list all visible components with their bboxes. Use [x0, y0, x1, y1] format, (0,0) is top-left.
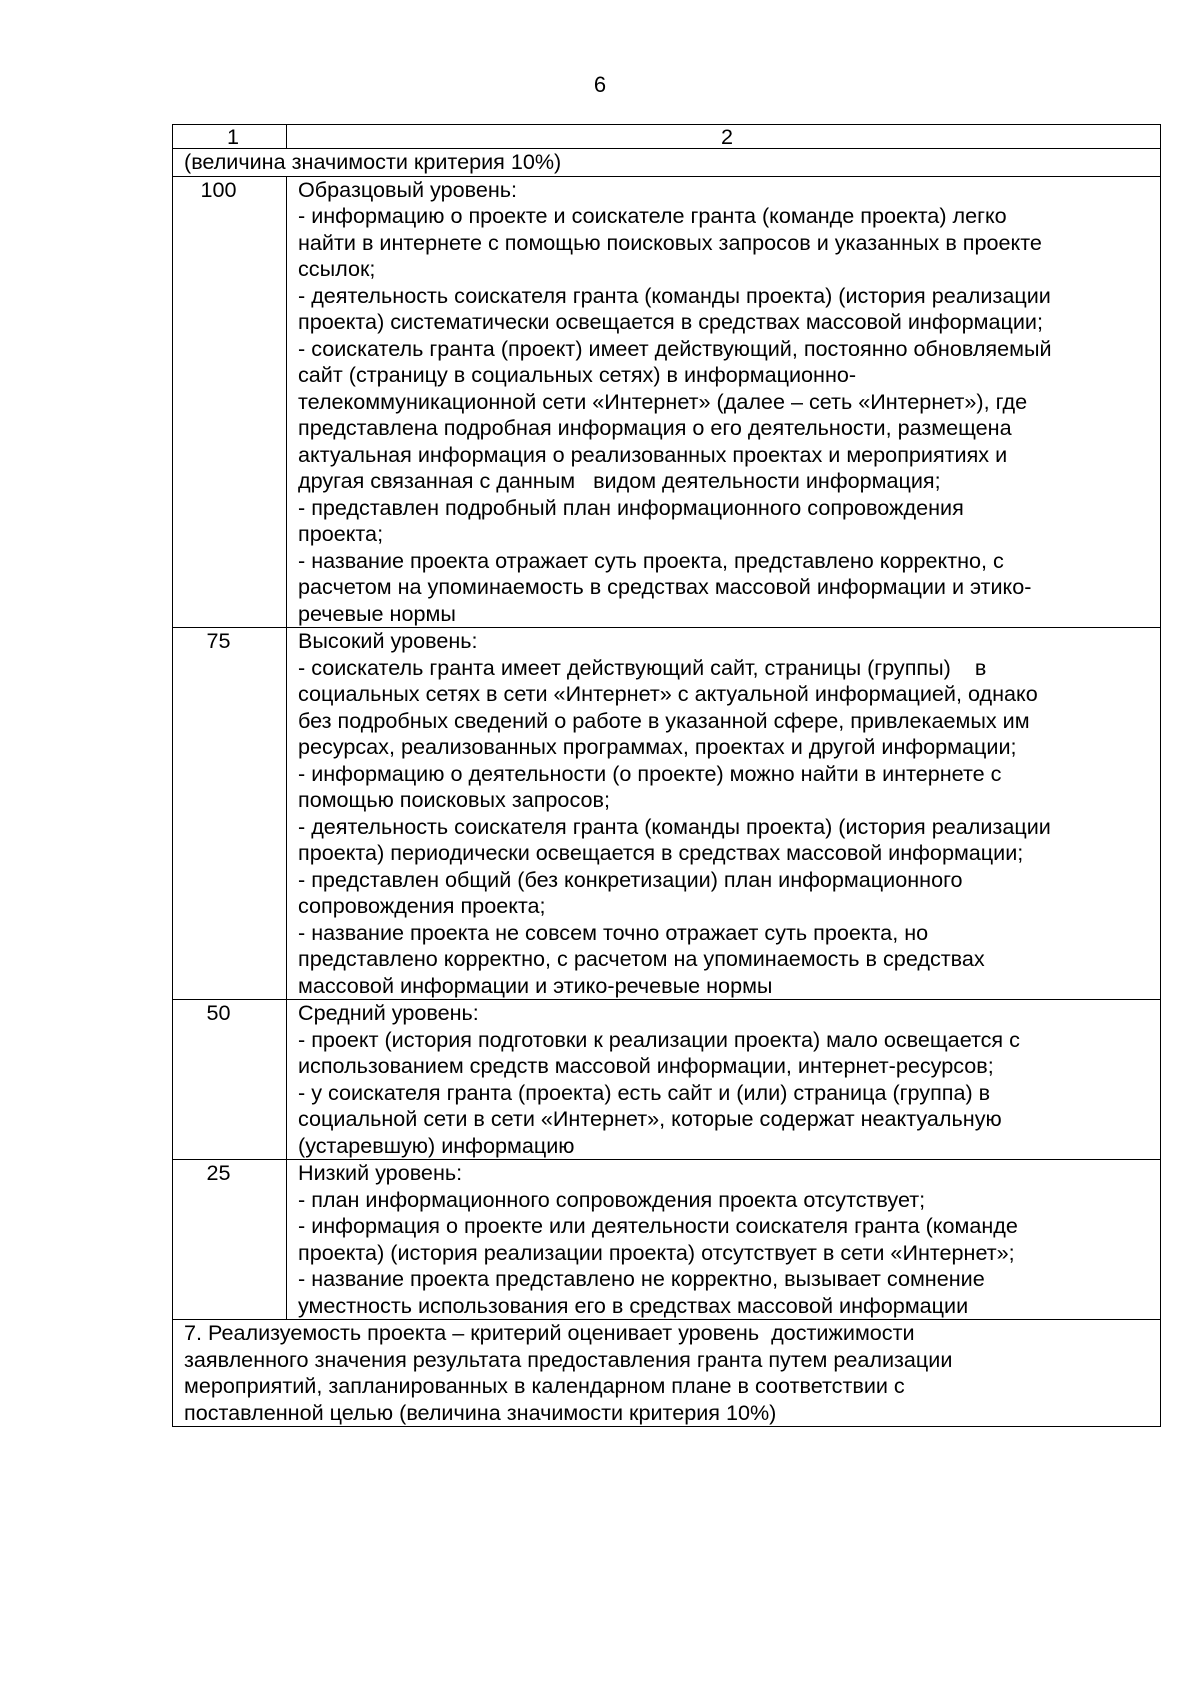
criterion-weight-note: (величина значимости критерия 10%) [173, 149, 1161, 177]
description-line: массовой информации и этико-речевые нормы [298, 972, 773, 998]
description-line: - у соискателя гранта (проекта) есть сайт и (или) страница (группа) в [298, 1079, 991, 1105]
description-line: - деятельность соискателя гранта (команды проекта) (история реализации [298, 282, 1051, 308]
level-description [287, 1000, 1161, 1160]
level-title: Средний уровень: [298, 1000, 479, 1025]
description-line: - название проекта представлено не корректно, вызывает сомнение [298, 1266, 985, 1291]
table-row [173, 1160, 1161, 1320]
description-line: поставленной целью (величина значимости критерия 10%) [184, 1399, 777, 1425]
description-line: уместность использования его в средствах массовой информации [298, 1292, 969, 1318]
level-title: Образцовый уровень: [298, 176, 518, 202]
table-row [173, 628, 1161, 1000]
description-line: расчетом на упоминаемость в средствах массовой информации и этико- [298, 574, 1032, 599]
description-line: социальных сетях в сети «Интернет» с актуальной информацией, однако [298, 681, 1038, 706]
description-line: - информацию о деятельности (о проекте) можно найти в интернете с [298, 760, 1002, 786]
description-line: - название проекта не совсем точно отражает суть проекта, но [298, 919, 929, 945]
description-line: проекта; [298, 521, 384, 546]
description-line: заявленного значения результата предоставления гранта путем реализации [184, 1346, 953, 1372]
description-line: 7. Реализуемость проекта – критерий оценивает уровень достижимости [184, 1320, 915, 1345]
page-number: 6 [593, 72, 607, 97]
column-header-1: 1 [173, 125, 287, 149]
description-line: проекта) периодически освещается в средствах массовой информации; [298, 840, 1024, 865]
description-line: использованием средств массовой информации, интернет-ресурсов; [298, 1053, 994, 1078]
description-line: без подробных сведений о работе в указанной сфере, привлекаемых им [298, 707, 1030, 733]
description-line: найти в интернете с помощью поисковых запросов и указанных в проекте [298, 229, 1042, 255]
table-row [173, 176, 1161, 628]
description-line: телекоммуникационной сети «Интернет» (далее – сеть «Интернет»), где [298, 388, 1028, 414]
next-criterion-description [173, 1320, 1161, 1427]
description-line: - деятельность соискателя гранта (команды проекта) (история реализации [298, 813, 1051, 839]
description-line: - соискатель гранта (проект) имеет действующий, постоянно обновляемый [298, 335, 1052, 361]
score-cell: 100 [173, 176, 287, 628]
description-line: - название проекта отражает суть проекта, представлено корректно, с [298, 547, 1004, 573]
table-header-row [173, 125, 1161, 149]
description-line: социальной сети в сети «Интернет», которые содержат неактуальную [298, 1106, 1002, 1131]
level-title: Высокий уровень: [298, 628, 478, 653]
level-description [287, 628, 1161, 1000]
column-header-2: 2 [287, 125, 1161, 149]
description-line: сайт (страницу в социальных сетях) в информационно- [298, 362, 857, 387]
description-line: - соискатель гранта имеет действующий сайт, страницы (группы) в [298, 654, 987, 680]
description-line: - план информационного сопровождения проекта отсутствует; [298, 1186, 926, 1212]
description-line: - представлен общий (без конкретизации) план информационного [298, 866, 963, 892]
description-line: актуальная информация о реализованных проектах и мероприятиях и [298, 441, 1008, 467]
description-line: представлена подробная информация о его деятельности, размещена [298, 415, 1012, 440]
score-cell: 25 [173, 1160, 287, 1320]
description-line: ресурсах, реализованных программах, проектах и другой информации; [298, 734, 1017, 759]
description-line: помощью поисковых запросов; [298, 787, 610, 812]
level-description [287, 1160, 1161, 1320]
level-description [287, 176, 1161, 628]
next-criterion-row [173, 1320, 1161, 1427]
description-line: проекта) систематически освещается в средствах массовой информации; [298, 309, 1043, 334]
criteria-table [172, 124, 1161, 1427]
description-line: другая связанная с данным видом деятельности информация; [298, 468, 941, 493]
description-line: проекта) (история реализации проекта) отсутствует в сети «Интернет»; [298, 1239, 1015, 1265]
level-title: Низкий уровень: [298, 1160, 463, 1185]
description-line: (устаревшую) информацию [298, 1132, 575, 1158]
description-line: - проект (история подготовки к реализации проекта) мало освещается с [298, 1026, 1020, 1052]
description-line: - информацию о проекте и соискателе гранта (команде проекта) легко [298, 203, 1007, 228]
table-row [173, 1000, 1161, 1160]
score-cell: 50 [173, 1000, 287, 1160]
description-line: речевые нормы [298, 600, 456, 626]
description-line: ссылок; [298, 256, 376, 281]
description-line: - представлен подробный план информационного сопровождения [298, 494, 964, 520]
description-line: сопровождения проекта; [298, 893, 546, 918]
description-line: мероприятий, запланированных в календарном плане в соответствии с [184, 1373, 905, 1398]
criterion-weight-row [173, 149, 1161, 177]
description-line: - информация о проекте или деятельности соискателя гранта (команде [298, 1213, 1018, 1238]
description-line: представлено корректно, с расчетом на упоминаемость в средствах [298, 946, 985, 971]
score-cell: 75 [173, 628, 287, 1000]
